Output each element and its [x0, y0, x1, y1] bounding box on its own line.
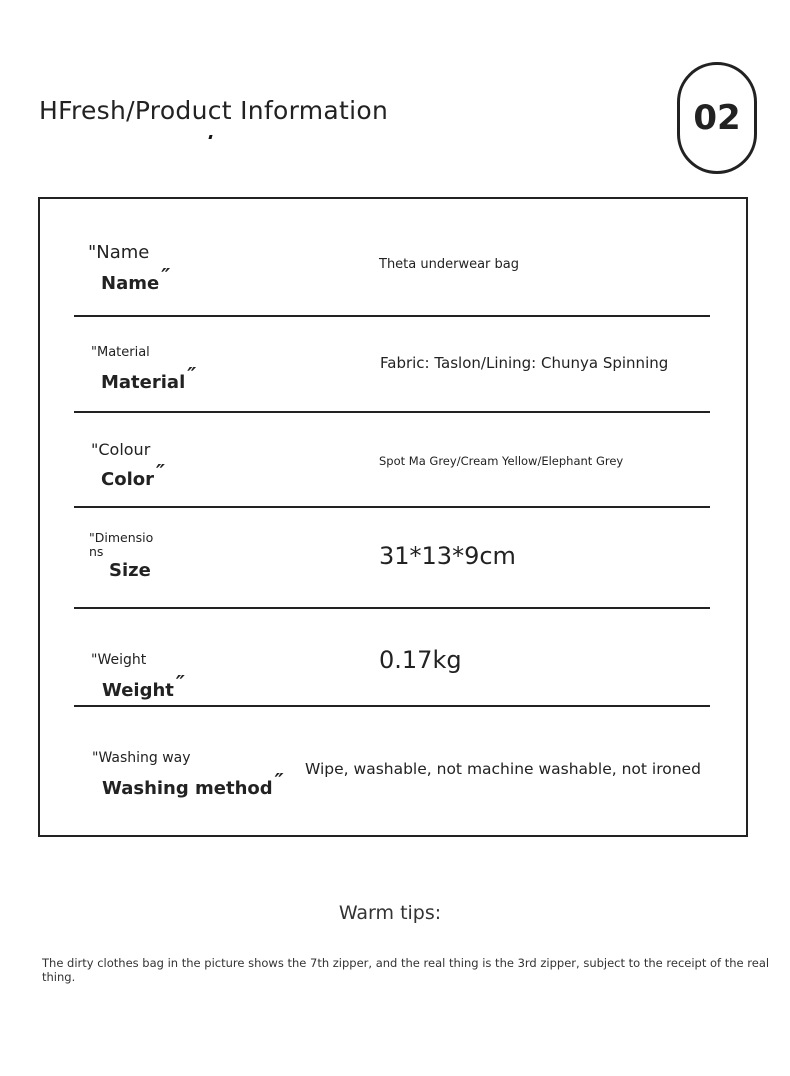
material-label: Material ″ [101, 363, 197, 393]
warm-tips-text: The dirty clothes bag in the picture shows the 7th zipper, and the real thing is the 3rd zipper, subject to the receipt of the real thing. [42, 956, 770, 984]
size-value: 31*13*9cm [379, 542, 516, 570]
name-label: Name ″ [101, 264, 171, 294]
color-label: Color ″ [101, 460, 165, 490]
page-title: HFresh/Product Information [39, 96, 389, 125]
material-label-small: "Material [91, 345, 150, 360]
page-number-badge: 02 [677, 62, 757, 174]
washing-label-small: "Washing way [92, 750, 191, 766]
row-divider [74, 705, 710, 707]
dimensions-label-small-2: ns [89, 544, 104, 559]
color-value: Spot Ma Grey/Cream Yellow/Elephant Grey [379, 454, 624, 468]
colour-label-small: "Colour [91, 440, 151, 459]
warm-tips-title: Warm tips: [338, 902, 442, 924]
washing-method-value: Wipe, washable, not machine washable, not ironed [305, 760, 701, 778]
row-divider [74, 315, 710, 317]
row-divider [74, 607, 710, 609]
weight-value: 0.17kg [379, 646, 462, 674]
row-divider [74, 411, 710, 413]
name-label-small: "Name [88, 242, 150, 263]
material-value: Fabric: Taslon/Lining: Chunya Spinning [380, 354, 669, 372]
washing-method-label: Washing method ″ [102, 769, 284, 799]
row-divider [74, 506, 710, 508]
name-value: Theta underwear bag [379, 257, 519, 272]
dimensions-label-small-1: "Dimensio [89, 530, 154, 545]
weight-label: Weight ″ [102, 671, 185, 701]
weight-label-small: "Weight [91, 652, 147, 668]
decorative-dot [208, 135, 212, 139]
size-label: Size [109, 560, 151, 581]
